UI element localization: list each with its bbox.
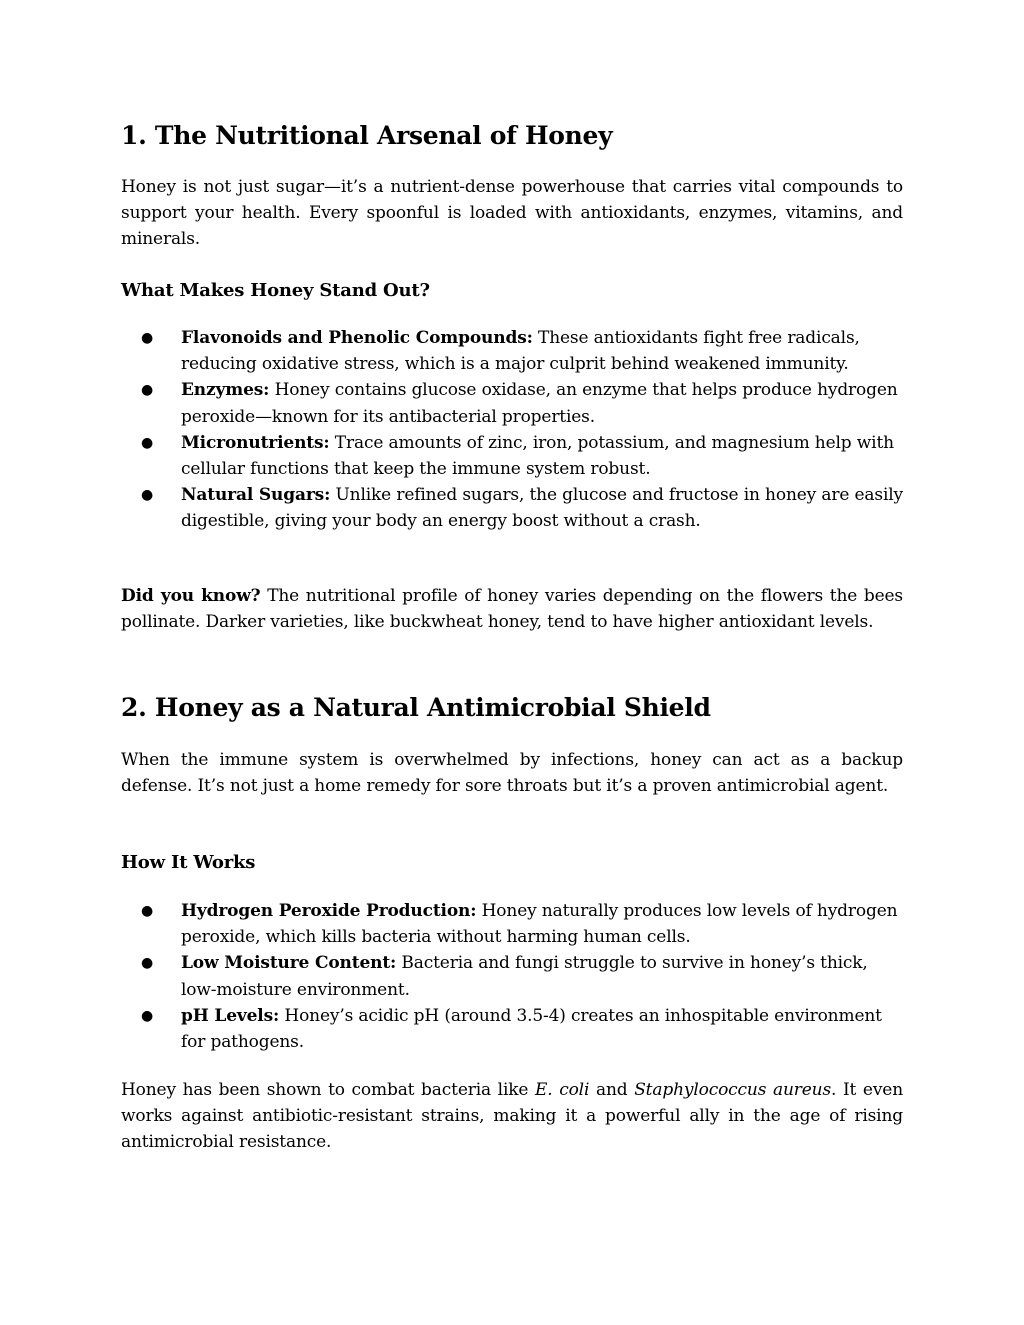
- bullet-icon: ●: [141, 330, 154, 346]
- section-heading: 2. Honey as a Natural Antimicrobial Shield: [121, 693, 711, 722]
- list-item-term: pH Levels:: [181, 1005, 280, 1026]
- closing-text: . It even works against antibiotic-resistant strains, making it a powerful ally in the age of rising antimicrobial resistance.: [121, 1080, 903, 1153]
- closing-text: Honey has been shown to combat bacteria like: [121, 1080, 536, 1100]
- list-item-text: Honey’s acidic pH (around 3.5-4) creates an inhospitable environment for pathogens.: [181, 1005, 882, 1053]
- list-item-term: Hydrogen Peroxide Production:: [181, 901, 477, 921]
- list-item-term: Enzymes:: [181, 380, 270, 401]
- list-item: [121, 950, 903, 1002]
- list-item-text: Honey naturally produces low levels of hydrogen peroxide, which kills bacteria without harming human cells.: [181, 901, 898, 948]
- list-item-text: Unlike refined sugars, the glucose and fructose in honey are easily digestible, giving your body an energy boost without a crash.: [181, 485, 903, 532]
- list-item-term: Flavonoids and Phenolic Compounds:: [181, 328, 533, 348]
- section-heading: 1. The Nutritional Arsenal of Honey: [121, 121, 613, 150]
- bullet-icon: ●: [141, 1007, 154, 1024]
- bullet-icon: ●: [141, 903, 154, 919]
- list-item: [121, 377, 903, 429]
- closing-paragraph: [121, 1077, 903, 1156]
- species-name: Staphylococcus aureus: [634, 1080, 832, 1100]
- bullet-icon: ●: [141, 434, 154, 451]
- list-item-text: Honey contains glucose oxidase, an enzyme that helps produce hydrogen peroxide—known for its antibacterial properties.: [181, 380, 898, 427]
- species-name: E. coli: [535, 1080, 590, 1100]
- list-item: [121, 430, 903, 482]
- section-intro-paragraph: When the immune system is overwhelmed by infections, honey can act as a backup defense. It’s not just a home remedy for sore throats but it’s a proven antimicrobial agent.: [121, 750, 903, 797]
- did-you-know-text: The nutritional profile of honey varies depending on the flowers the bees pollinate. Darker varieties, like buckwheat honey, tend to have higher antioxidant levels.: [121, 586, 904, 633]
- list-item: [121, 325, 903, 377]
- list-item-text: Trace amounts of zinc, iron, potassium, and magnesium help with cellular functions that keep the immune system robust.: [181, 432, 894, 480]
- closing-text: and: [589, 1080, 635, 1100]
- list-item: [121, 1003, 903, 1055]
- list-item-text: Bacteria and fungi struggle to survive in honey’s thick, low-moisture environment.: [181, 953, 868, 1000]
- subsection-heading: What Makes Honey Stand Out?: [121, 280, 430, 301]
- bullet-list: [121, 898, 903, 1055]
- list-item-term: Natural Sugars:: [181, 485, 331, 506]
- list-item: [121, 898, 903, 950]
- bullet-list: [121, 325, 903, 535]
- bullet-icon: ●: [141, 487, 154, 504]
- list-item-text: These antioxidants fight free radicals, reducing oxidative stress, which is a major culprit behind weakened immunity.: [181, 328, 860, 375]
- section-intro-paragraph: Honey is not just sugar—it’s a nutrient-dense powerhouse that carries vital compounds to support your health. Every spoonful is loaded with antioxidants, enzymes, vitamins, and minerals.: [121, 177, 903, 250]
- bullet-icon: ●: [141, 955, 154, 972]
- did-you-know-paragraph: [121, 583, 903, 635]
- bullet-icon: ●: [141, 382, 154, 399]
- list-item-term: Low Moisture Content:: [181, 953, 397, 974]
- did-you-know-label: Did you know?: [121, 586, 261, 606]
- list-item-term: Micronutrients:: [181, 432, 330, 453]
- subsection-heading: How It Works: [121, 852, 256, 873]
- list-item: [121, 482, 903, 534]
